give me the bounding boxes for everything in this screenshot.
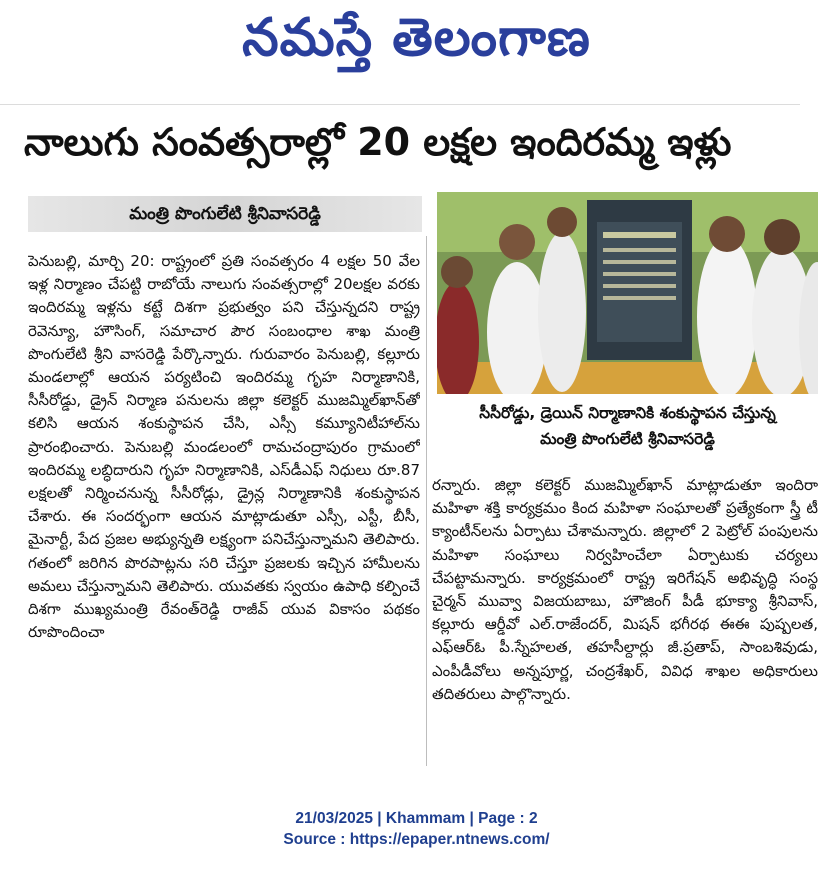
article-column-left [28, 250, 420, 770]
source-link[interactable]: Source : https://epaper.ntnews.com/ [283, 831, 550, 848]
byline-text: మంత్రి పొంగులేటి శ్రీనివాసరెడ్డి [129, 204, 321, 224]
page-footer [0, 808, 833, 850]
masthead [0, 0, 833, 92]
top-divider [0, 104, 800, 105]
news-photo [437, 192, 818, 394]
photo-caption-line-1: సీసీరోడ్డు, డ్రెయిన్ నిర్మాణానికి శంకుస్థాపన చేస్తున్న [479, 404, 776, 422]
article-body-right: రన్నారు. జిల్లా కలెక్టర్ ముజమ్మిల్‌ఖాన్ మాట్లాడుతూ ఇందిరా మహిళా శక్తి కార్యక్రమం కింద మహిళా సంఘాలతో ప్రత్యేకంగా స్త్రీ టీ క్యాంటీన్‌లను ఏర్పాటు చేశామన్నారు. జిల్లాలో 2 పెట్రోల్ పంపులను మహిళా సంఘాలు నిర్వహించేలా ఏర్పాటుకు చర్యలు చేపట్టామన్నారు. కార్యక్రమంలో రాష్ట్ర ఇరిగేషన్ అభివృద్ధి సంస్థ చైర్మన్ మువ్వా విజయబాబు, హౌజింగ్ పీడీ భూక్యా శ్రీనివాస్, కల్లూరు ఆర్డీవో ఎల్.రాజేందర్, మిషన్ భగీరథ ఈఈ పుష్పలత, ఎఫ్‌ఆర్‌ఓ పీ.స్నేహలత, తహసీల్దార్లు జీ.ప్రతాప్, సాంబశివుడు, ఎంపీడీవోలు అన్నపూర్ణ, చంద్రశేఖర్, వివిధ శాఖల అధికారులు తదితరులు పాల్గొన్నారు. [432, 476, 818, 703]
edition-info: 21/03/2025 | Khammam | Page : 2 [295, 810, 538, 827]
article-body-left: పెనుబల్లి, మార్చి 20: రాష్ట్రంలో ప్రతి సంవత్సరం 4 లక్షల 50 వేల ఇళ్ల నిర్మాణం చేపట్టి రాబోయే నాలుగు సంవత్సరాల్లో 20లక్షల వరకు ఇందిరమ్మ ఇళ్లను కట్టే దిశగా ప్రభుత్వం పని చేస్తున్నదని రాష్ట్ర రెవెన్యూ, హౌసింగ్, సమాచార పౌర సంబంధాల శాఖ మంత్రి పొంగులేటి శ్రీని వాసరెడ్డి పేర్కొన్నారు. గురువారం పెనుబల్లి, కల్లూరు మండలాల్లో ఆయన పర్యటించి ఇందిరమ్మ గృహ నిర్మాణానికి, సీసీరోడ్డు, డ్రైన్ నిర్మాణ పనులను జిల్లా కలెక్టర్ ముజమ్మిల్‌ఖాన్‌తో కలిసి ఆయన శంకుస్థాపన చేసి, ఎస్సీ కమ్యూనిటీహాల్‌ను ప్రారంభించారు. పెనుబల్లి మండలంలో రామచంద్రాపురం గ్రామంలో ఇందిరమ్మ లబ్ధిదారుని గృహ నిర్మాణానికి, ఎస్‌డీఎఫ్ నిధులు రూ.87 లక్షలతో నిర్మించనున్న సీసీరోడ్లు, డ్రైన్ల నిర్మాణానికి శంకుస్థాపన చేశారు. ఈ సందర్భంగా ఆయన మాట్లాడుతూ ఎస్సీ, ఎస్టీ, బీసీ, మైనార్టీ, పేద ప్రజల అభ్యున్నతి లక్ష్యంగా పనిచేస్తున్నామని తెలిపారు. గతంలో జరిగిన పొరపాట్లను సరి చేస్తూ ప్రజలకు ఇచ్చిన హామీలను అమలు చేస్తున్నామని తెలిపారు. యువతకు స్వయం ఉపాధి కల్పించే దిశగా ముఖ్యమంత్రి రేవంత్‌రెడ్డి రాజీవ్ యువ వికాసం పథకం రూపొందించా [28, 252, 420, 642]
photo-caption [437, 400, 818, 460]
news-photo-illustration [437, 192, 818, 394]
newspaper-title: నమస్తే తెలంగాణ [242, 8, 591, 68]
photo-caption-line-2: మంత్రి పొంగులేటి శ్రీనివాసరెడ్డి [540, 430, 715, 448]
article-headline: నాలుగు సంవత్సరాల్లో 20 లక్షల ఇందిరమ్మ ఇళ్లు [24, 120, 732, 164]
article-column-right [432, 474, 818, 774]
column-divider [426, 236, 427, 766]
byline-banner [28, 196, 422, 232]
